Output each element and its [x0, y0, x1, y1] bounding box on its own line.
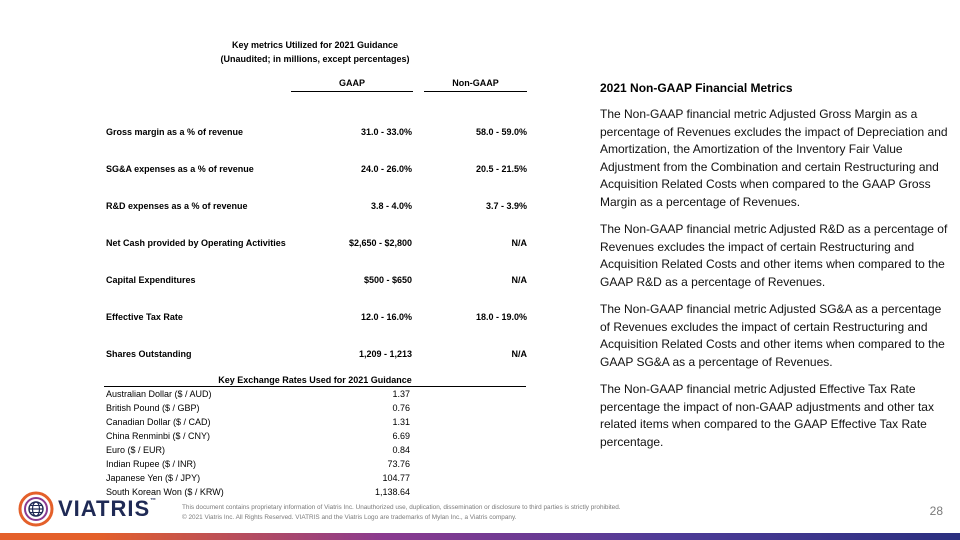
table-row	[106, 275, 527, 287]
row-non-gaap-value: 20.5 - 21.5%	[475, 164, 527, 174]
row-non-gaap-value: N/A	[511, 238, 527, 248]
brand-wordmark	[58, 498, 157, 520]
globe-icon	[18, 491, 54, 527]
notes-paragraph: The Non-GAAP financial metric Adjusted R&D as a percentage of Revenues excludes the impact of certain Restructuring and Acquisition Related Costs and other items when compared to the GAAP R&D as a percentage of Revenues.	[600, 222, 948, 289]
non-gaap-notes	[600, 80, 952, 461]
footer-gradient-bar	[0, 533, 960, 540]
legal-notice	[182, 503, 621, 523]
row-non-gaap-value: N/A	[511, 275, 527, 285]
table-row	[106, 349, 527, 361]
row-label: SG&A expenses as a % of revenue	[106, 164, 254, 174]
row-label: R&D expenses as a % of revenue	[106, 201, 248, 211]
column-header-non-gaap: Non-GAAP	[424, 78, 527, 92]
row-gaap-value: 1,209 - 1,213	[358, 349, 412, 359]
row-label: Effective Tax Rate	[106, 312, 183, 322]
row-label: Net Cash provided by Operating Activities	[106, 238, 286, 248]
fx-rate-value: 1,138.64	[374, 487, 410, 497]
row-gaap-value: 24.0 - 26.0%	[360, 164, 412, 174]
row-gaap-value: 31.0 - 33.0%	[360, 127, 412, 137]
notes-heading: 2021 Non-GAAP Financial Metrics	[600, 81, 793, 95]
trademark-symbol: ™	[150, 498, 158, 504]
row-gaap-value: 12.0 - 16.0%	[360, 312, 412, 322]
fx-currency-label: Australian Dollar ($ / AUD)	[106, 389, 212, 399]
row-label: Capital Expenditures	[106, 275, 196, 285]
table-row	[106, 238, 527, 250]
fx-rate-value: 0.76	[392, 403, 410, 413]
fx-rate-value: 6.69	[392, 431, 410, 441]
row-non-gaap-value: N/A	[511, 349, 527, 359]
row-gaap-value: $500 - $650	[363, 275, 412, 285]
notes-paragraph: The Non-GAAP financial metric Adjusted SG&A as a percentage of Revenues excludes the impact of certain Restructuring and Acquisition Related Costs and other items when compared to the GAAP SG&A as a percentage of Revenues.	[600, 302, 945, 369]
notes-paragraph: The Non-GAAP financial metric Adjusted Effective Tax Rate percentage the impact of non-GAAP adjustments and other tax related items when compared to the GAAP Effective Tax Rate percentage.	[600, 382, 934, 449]
fx-row	[106, 417, 410, 429]
fx-row	[106, 473, 410, 485]
row-label: Gross margin as a % of revenue	[106, 127, 244, 137]
row-gaap-value: 3.8 - 4.0%	[370, 201, 412, 211]
table-row	[106, 164, 527, 176]
row-non-gaap-value: 18.0 - 19.0%	[475, 312, 527, 322]
column-header-gaap: GAAP	[291, 78, 413, 92]
fx-row	[106, 389, 410, 401]
table-row	[106, 312, 527, 324]
page-number: 28	[929, 504, 943, 518]
table-row	[106, 127, 527, 139]
fx-row	[106, 459, 410, 471]
fx-rate-value: 73.76	[387, 459, 410, 469]
fx-row	[106, 445, 410, 457]
row-non-gaap-value: 58.0 - 59.0%	[475, 127, 527, 137]
legal-line: This document contains proprietary information of Viatris Inc. Unauthorized use, duplication, dissemination or disclosure to third parties is strictly prohibited.	[182, 504, 621, 511]
fx-rate-value: 104.77	[382, 473, 410, 483]
fx-table-title: Key Exchange Rates Used for 2021 Guidance	[104, 375, 526, 387]
fx-row	[106, 431, 410, 443]
fx-rate-value: 1.31	[392, 417, 410, 427]
table-title: Key metrics Utilized for 2021 Guidance	[231, 40, 399, 50]
fx-currency-label: British Pound ($ / GBP)	[106, 403, 200, 413]
fx-currency-label: Japanese Yen ($ / JPY)	[106, 473, 201, 483]
notes-paragraph: The Non-GAAP financial metric Adjusted Gross Margin as a percentage of Revenues excludes the impact of Depreciation and Amortization, the Amortization of the Inventory Fair Value Adjustment from the Combination and certain Restructuring and Acquisition Related Costs when compared to the GAAP Gross Margin as a percentage of Revenues.	[600, 107, 948, 209]
fx-currency-label: Euro ($ / EUR)	[106, 445, 166, 455]
brand-name: VIATRIS	[58, 496, 151, 521]
table-row	[106, 201, 527, 213]
fx-currency-label: China Renminbi ($ / CNY)	[106, 431, 211, 441]
table-subtitle: (Unaudited; in millions, except percentages)	[220, 54, 410, 64]
row-gaap-value: $2,650 - $2,800	[348, 238, 412, 248]
legal-line: © 2021 Viatris Inc. All Rights Reserved. VIATRIS and the Viatris Logo are trademarks of Mylan Inc., a Viatris company.	[182, 514, 517, 521]
row-non-gaap-value: 3.7 - 3.9%	[485, 201, 527, 211]
viatris-logo	[18, 491, 157, 527]
fx-rate-value: 1.37	[392, 389, 410, 399]
fx-currency-label: South Korean Won ($ / KRW)	[106, 487, 224, 497]
fx-currency-label: Indian Rupee ($ / INR)	[106, 459, 197, 469]
row-label: Shares Outstanding	[106, 349, 192, 359]
fx-currency-label: Canadian Dollar ($ / CAD)	[106, 417, 211, 427]
fx-rate-value: 0.84	[392, 445, 410, 455]
fx-row	[106, 403, 410, 415]
